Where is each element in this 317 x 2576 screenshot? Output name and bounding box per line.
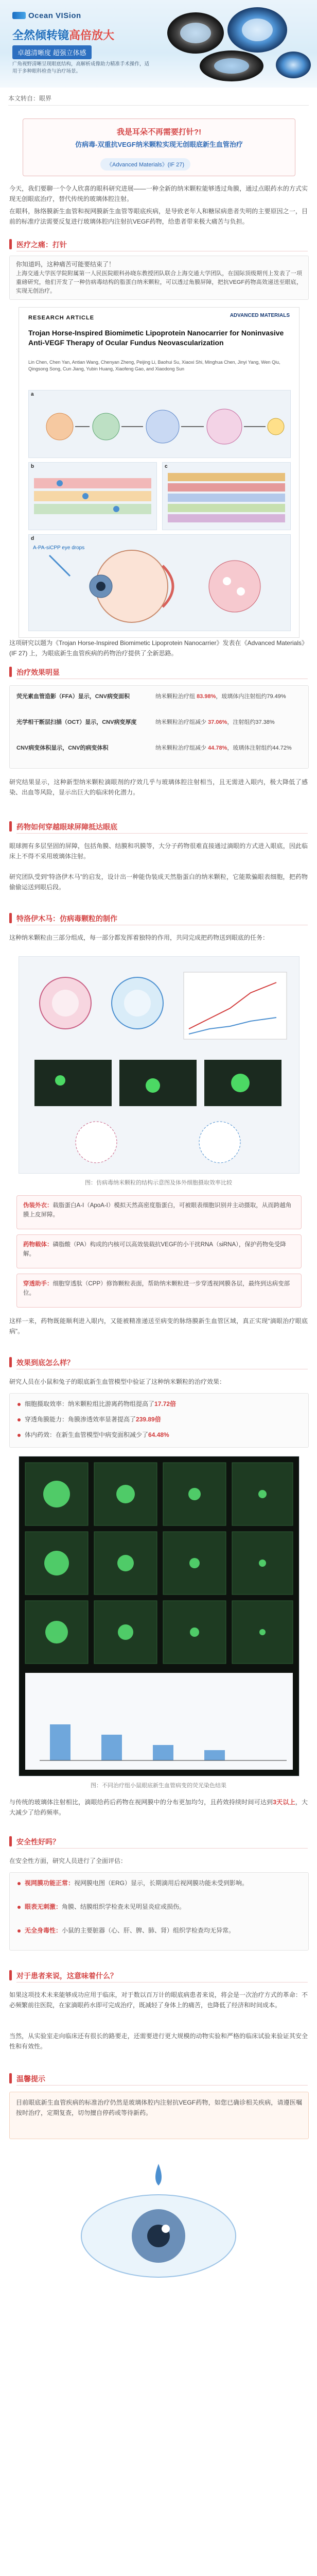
- card-line-1: 你知道吗，这种痛苦可能要结束了！: [16, 261, 115, 268]
- section-heading-pain: 医疗之痛：打针: [9, 237, 308, 251]
- result-bullet-uptake: 细胞摄取效率：纳米颗粒组比游离药物组提高了17.72倍: [25, 1399, 301, 1409]
- component-cpp: 穿透助手：细胞穿透肽（CPP）修饰颗粒表面，帮助纳米颗粒进一步穿透视网膜各层，最终到达病变部位。: [16, 1274, 302, 1308]
- source-note: 本文转自：眼界: [8, 95, 52, 102]
- result-bullet-cornea: 穿透角膜能力：角膜渗透效率显著提高了239.89倍: [25, 1415, 301, 1425]
- paper-title: Trojan Horse-Inspired Biomimetic Lipoprotein Nanocarrier for Noninvasive Anti-VEGF Therapy of Ocular Fundus Neovascularization: [28, 329, 284, 347]
- nanoparticle-figure-caption: 图：仿病毒纳米颗粒的结构示意图及体外细胞摄取效率比较: [85, 1180, 232, 1186]
- barrier-paragraph-1: 眼球拥有多层坚固的屏障，包括角膜、结膜和巩膜等，大分子药物很难直接通过滴眼的方式进入眼底，因此临床上不得不采用玻璃体注射。: [9, 842, 308, 860]
- banner-title: [12, 27, 114, 43]
- section-heading-meaning: 对于患者来说，这意味着什么？: [9, 1968, 308, 1982]
- safety-intro: 在安全性方面，研究人员进行了全面评估：: [9, 1857, 127, 1865]
- brand-name: Ocean VISion: [28, 11, 81, 20]
- figure-panel-b: [28, 462, 157, 530]
- trojan-intro: 这种纳米颗粒由三部分组成，每一部分都发挥着独特的作用，共同完成把药物送到眼底的任务：: [9, 934, 269, 941]
- card-line-2: 上海交通大学医学院附属第一人民医院眼科孙晓东教授团队联合上海交通大学团队，在国际顶级期刊上发表了一项重磅研究，他们开发了一种仿病毒结构的脂蛋白纳米颗粒，可以透过角膜屏障，把抗VEGF药物高效递送至眼底，实现无创治疗。: [16, 270, 302, 294]
- section-heading-barrier: 药物如何穿越眼球屏障抵达眼底: [9, 819, 308, 834]
- meaning-paragraph-1: 如果这项技术未来能够成功应用于临床，对于数以百万计的眼底病患者来说，将会是一次治疗方式的革命：不必频繁前往医院，在家滴眼药水即可完成治疗，既减轻了身体上的痛苦，也降低了经济和时间成本。: [9, 1991, 308, 2009]
- top-banner: [0, 0, 317, 88]
- fluorescence-figure-caption: 图：不同治疗组小鼠眼底新生血管病变的荧光染色结果: [91, 1783, 226, 1789]
- paper-figure: [19, 307, 300, 638]
- tip-box: [9, 2092, 309, 2139]
- synthesis-diagram: [29, 391, 290, 457]
- result-bullet-lesion: 体内药效：在新生血管模型中病变面积减少了64.48%: [25, 1430, 301, 1440]
- efficacy-summary: 研究结果显示，这种新型纳米颗粒滴眼剂的疗效几乎与玻璃体腔注射相当，且无需进入眼内，极大降低了感染、出血等风险，显示出巨大的临床转化潜力。: [9, 778, 308, 796]
- intro-card: [9, 256, 309, 300]
- section-heading-results: 效果到底怎么样？: [9, 1355, 308, 1369]
- eye-drop-label: A-PA-siCPP eye drops: [33, 545, 85, 551]
- barrier-paragraph-2: 研究团队受到“特洛伊木马”的启发，设计出一种能伪装成天然脂蛋白的纳米颗粒，它能欺骗眼表细胞，把药物偷偷运送到眼后段。: [9, 873, 308, 891]
- journal-logo: ADVANCED MATERIALS: [230, 313, 290, 318]
- paper-description: 这项研究以题为《Trojan Horse-Inspired Biomimetic Lipoprotein Nanocarrier》发表在《Advanced Materials》(IF 27) 上，为眼底新生血管疾病的药物治疗提供了全新思路。: [9, 639, 308, 657]
- meaning-paragraph-2: 当然，从实验室走向临床还有很长的路要走，还需要进行更大规模的动物实验和严格的临床试验来验证其安全性和有效性。: [9, 2032, 308, 2050]
- figure-panel-c: [162, 462, 291, 530]
- trojan-closing: 这样一来，药物既能顺利进入眼内，又能被精准递送至病变的脉络膜新生血管区域，真正实现“滴眼治疗眼底病”。: [9, 1317, 308, 1335]
- divider: [8, 105, 309, 106]
- section-heading-trojan: 特洛伊木马：仿病毒颗粒的制作: [9, 911, 308, 925]
- lens-product-image: [154, 3, 314, 86]
- safety-bullet-ocular: 眼表无刺激：角膜、结膜组织学检查未见明显炎症或损伤。: [25, 1902, 301, 1912]
- nanoparticle-diagram: [19, 957, 299, 1173]
- panel-label-d: d: [31, 536, 34, 541]
- journal-label: RESEARCH ARTICLE: [28, 315, 95, 321]
- section-heading-safety: 安全性好吗？: [9, 1834, 308, 1849]
- eye-drop-illustration: [62, 2154, 255, 2308]
- nanoparticle-figure: [19, 956, 300, 1174]
- banner-description: 广角视野清晰呈现眼底结构，高解析成像助力精准手术操作，适用于多种眼科检查与治疗场景。: [12, 61, 150, 74]
- brand-logo: [12, 11, 81, 20]
- component-pa: 药物载体：磷脂酸（PA）构成的内核可以高效装载抗VEGF的小干扰RNA（siRNA），保护药物免受降解。: [16, 1234, 302, 1268]
- headline-question: 我是耳朵不再需要打针?!: [116, 128, 202, 137]
- banner-title-accent: 高倍放大: [69, 29, 115, 42]
- fluorescence-grid: [19, 1456, 299, 1776]
- banner-title-main: 全然倾转镜: [12, 29, 69, 42]
- result-row-oct: 光学相干断层扫描（OCT）显示，CNV病变厚度 纳米颗粒治疗组减少 37.06%，注射组约37.38%: [16, 719, 275, 725]
- section-heading-tip: 温馨提示: [9, 2071, 308, 2086]
- panel-label-b: b: [31, 464, 34, 469]
- fluorescence-figure: [19, 1456, 300, 1776]
- intro-paragraph-1: 今天，我们要聊一个令人欣喜的眼科研究进展——一种全新的纳米颗粒能够透过角膜，通过点眼药水的方式实现无创眼底治疗，替代传统的玻璃体腔注射。: [9, 185, 308, 202]
- results-intro: 研究人员在小鼠和兔子的眼底新生血管模型中验证了这种纳米颗粒的治疗效果：: [9, 1378, 226, 1385]
- figure-panel-a: [28, 390, 291, 458]
- result-row-volume: CNV病变体积显示，CNV的病变体积 纳米颗粒治疗组减少 44.78%，玻璃体注射组约44.72%: [16, 745, 292, 751]
- retina-layers-diagram: [163, 463, 290, 530]
- safety-bullet-systemic: 无全身毒性：小鼠的主要脏器（心、肝、脾、肺、肾）组织学检查均无异常。: [25, 1926, 301, 1936]
- banner-subtitle: 卓越清晰度 超强立体感: [12, 45, 92, 59]
- results-closing: 与传统的玻璃体注射相比，滴眼给药后药物在视网膜中的分布更加均匀，且药效持续时间可达到3天以上，大大减少了给药频率。: [9, 1799, 308, 1816]
- tip-text: 目前眼底新生血管疾病的标准治疗仍然是玻璃体腔内注射抗VEGF药物，如您已确诊相关疾病，请遵医嘱按时治疗，定期复查，切勿擅自停药或等待新药。: [16, 2099, 302, 2116]
- intro-paragraph-2: 在眼科，脉络膜新生血管和视网膜新生血管等眼底疾病，是导致老年人和糖尿病患者失明的主要原因之一，目前的标准疗法需要反复进行玻璃体腔内注射抗VEGF药物，给患者带来极大痛苦与负担。: [9, 208, 308, 225]
- result-row-ffa: 荧光素血管造影（FFA）显示，CNV病变面积 纳米颗粒治疗组 83.98%，玻璃体内注射组约79.49%: [16, 693, 286, 700]
- panel-label-a: a: [31, 392, 34, 397]
- figure-panel-d: [28, 534, 291, 631]
- paper-authors: Lin Chen, Chen Yan, Antian Wang, Chenyan Zheng, Peijing Li, Baohui Su, Xiaoxi Shi, Minghua Chen, Jinyi Yang, Wen Qiu, Qingsong Song, Cun Jiang, Yubin Huang, Xiaofeng Gao, and Xiaodong Sun: [28, 360, 280, 371]
- headline-box: [23, 118, 295, 176]
- panel-label-c: c: [165, 464, 168, 469]
- cornea-penetration-diagram: [29, 463, 156, 530]
- headline-subtitle: 仿病毒-双重抗VEGF纳米颗粒实现无创眼底新生血管治疗: [75, 141, 243, 148]
- component-apoa1: 伪装外衣：载脂蛋白A-I（ApoA-I）模拟天然高密度脂蛋白，可被眼表细胞识别并主动摄取，从而跨越角膜上皮屏障。: [16, 1195, 302, 1229]
- safety-bullet-erg: 视网膜功能正常：视网膜电图（ERG）显示，长期滴用后视网膜功能未受到影响。: [25, 1878, 301, 1888]
- section-heading-efficacy: 治疗效果明显: [9, 665, 308, 679]
- journal-badge: 《Advanced Materials》(IF 27): [100, 158, 190, 171]
